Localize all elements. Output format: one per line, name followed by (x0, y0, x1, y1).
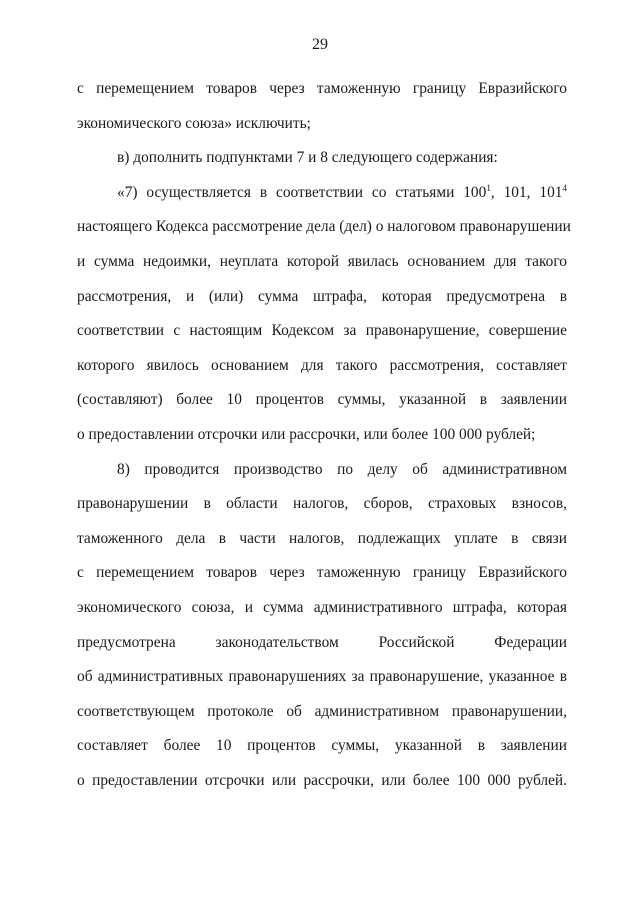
text-line: (составляют) более 10 процентов суммы, указанной в заявлении (77, 391, 567, 409)
text-line: с перемещением товаров через таможенную границу Евразийского (77, 80, 567, 97)
text-line: предусмотрена законодательством Российской Федерации (77, 633, 567, 651)
document-body (77, 72, 571, 798)
text-line: в) дополнить подпунктами 7 и 8 следующего содержания: (117, 149, 498, 167)
superscript: 1 (486, 182, 491, 193)
text-line: об административных правонарушениях за правонарушение, указанное в (77, 668, 567, 686)
text-line: 8) проводится производство по делу об административном (117, 460, 567, 478)
text-segment: , 101, 101 (490, 183, 563, 201)
text-line: правонарушении в области налогов, сборов, страховых взносов, (77, 495, 567, 513)
text-line: и сумма недоимки, неуплата которой явилась основанием для такого (77, 252, 567, 270)
text-segment: «7) осуществляется в соответствии со статьями 100 (117, 183, 487, 201)
page-number: 29 (312, 36, 328, 53)
text-line: о предоставлении отсрочки или рассрочки, или более 100 000 рублей. (77, 771, 567, 789)
text-line: рассмотрения, и (или) сумма штрафа, которая предусмотрена в (77, 287, 567, 305)
text-line: таможенного дела в части налогов, подлежащих уплате в связи (77, 529, 567, 547)
text-line: о предоставлении отсрочки или рассрочки, или более 100 000 рублей; (77, 425, 536, 443)
text-line: настоящего Кодекса рассмотрение дела (дел) о налоговом правонарушении (77, 218, 571, 236)
text-line: соответствующем протоколе об административном правонарушении, (77, 702, 567, 720)
text-line: составляет более 10 процентов суммы, указанной в заявлении (77, 737, 567, 755)
superscript: 4 (562, 182, 567, 193)
text-line: которого явилось основанием для такого рассмотрения, составляет (77, 356, 567, 374)
text-line-with-superscripts (77, 176, 567, 211)
text-line: с перемещением товаров через таможенную границу Евразийского (77, 564, 567, 582)
text-line: экономического союза, и сумма административного штрафа, которая (77, 598, 567, 616)
text-line: соответствии с настоящим Кодексом за правонарушение, совершение (77, 322, 567, 340)
text-line: экономического союза» исключить; (77, 114, 311, 132)
